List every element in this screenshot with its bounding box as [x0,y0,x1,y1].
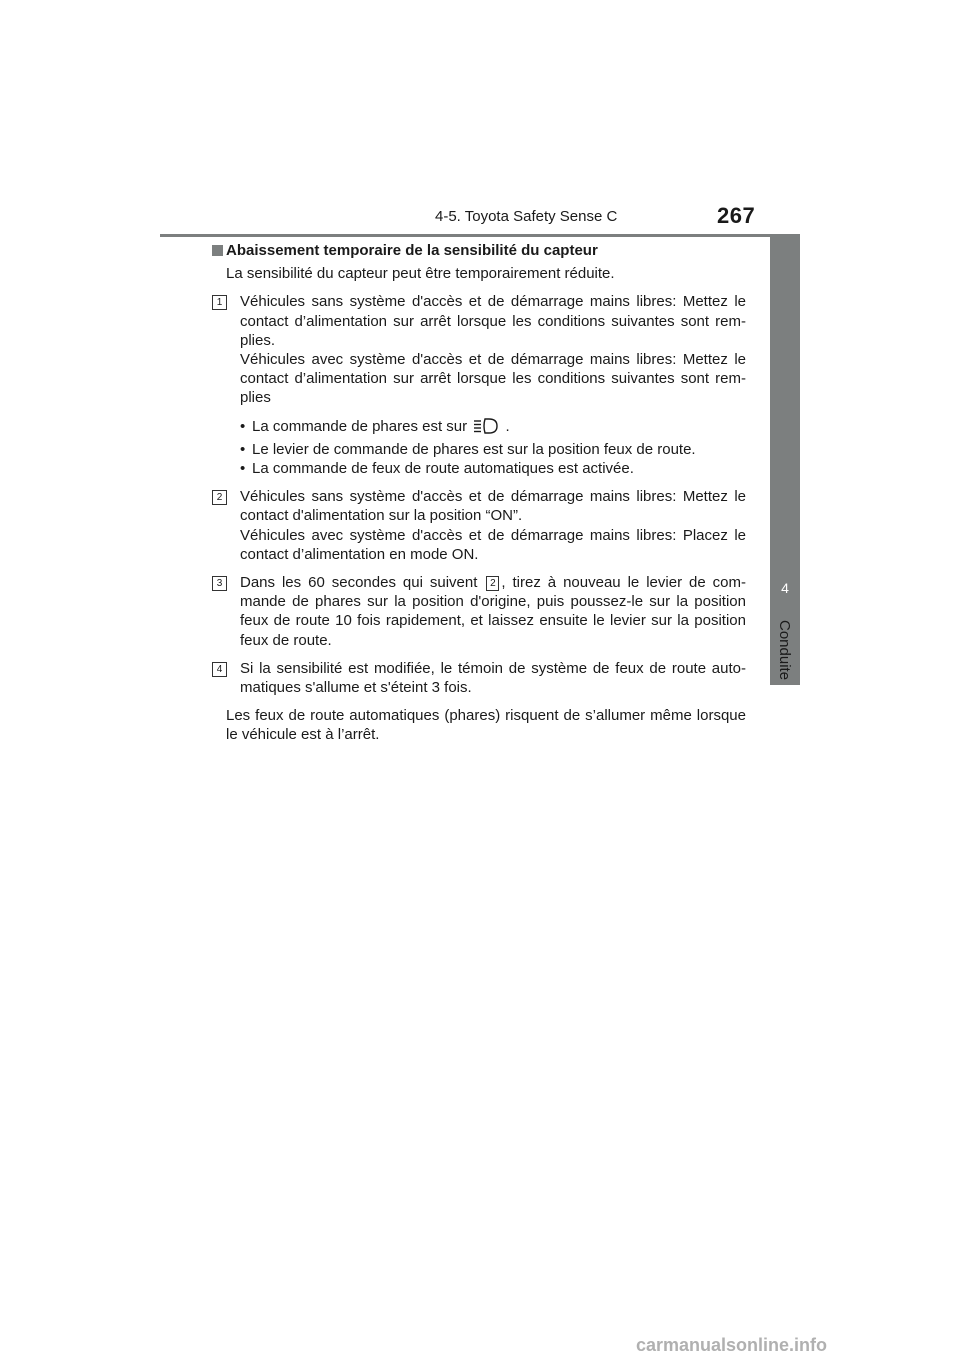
step-1-text-b: Véhicules avec système d'accès et de démarrage mains libres: Mettez le contact d’alimentation sur arrêt lorsque les conditions suivantes sont rem-plies [240,351,746,407]
section-intro: La sensibilité du capteur peut être temporairement réduite. [226,265,615,283]
header-section-title: 4-5. Toyota Safety Sense C [435,208,618,225]
chapter-tab [770,237,800,685]
step-number-badge: 3 [212,576,227,591]
headlight-icon [473,417,499,440]
step-number-badge: 1 [212,295,227,310]
step-4-text: Si la sensibilité est modifiée, le témoin de système de feux de route auto-matiques s'allume et s'éteint 3 fois. [240,659,746,697]
step-1 [212,292,746,407]
step-number-badge: 4 [212,662,227,677]
page-content [212,241,746,745]
chapter-tab-number: 4 [781,580,789,596]
step-2-text-a: Véhicules sans système d'accès et de démarrage mains libres: Mettez le contact d'alimentation sur la position “ON”. [240,488,746,525]
square-bullet-icon [212,245,223,256]
step-4 [212,659,746,697]
step-number-badge: 2 [212,490,227,505]
section-heading-text: Abaissement temporaire de la sensibilité du capteur [226,242,598,259]
step-3-text-post: , tirez à nouveau le levier de com-mande de phares sur la position d'origine, puis poussez-le sur la position feux de route 10 fois rapidement, et laissez ensuite le levier sur la position feux de route. [240,574,746,649]
list-item [240,417,746,440]
condition-1-period: . [505,417,510,435]
step-3-text-pre: Dans les 60 secondes qui suivent [240,574,478,592]
step-3 [212,573,746,650]
step-2-text-b: Véhicules avec système d'accès et de démarrage mains libres: Placez le contact d’alimentation en mode ON. [240,526,746,563]
step-reference-badge: 2 [486,576,499,591]
page-number: 267 [717,203,756,228]
list-item: • Le levier de commande de phares est sur la position feux de route. [240,440,746,459]
note-paragraph: Les feux de route automatiques (phares) risquent de s’allumer même lorsque le véhicule est à l’arrêt. [226,707,746,744]
footer-watermark: carmanualsonline.info [636,1335,828,1355]
chapter-tab-label: Conduite [776,620,793,681]
list-item: • La commande de feux de route automatiques est activée. [240,459,746,478]
section-heading [226,241,746,260]
header-rule [160,234,800,237]
condition-1-text: La commande de phares est sur [252,417,468,435]
conditions-list [240,417,746,479]
step-2 [212,487,746,564]
step-1-text-a: Véhicules sans système d'accès et de démarrage mains libres: Mettez le contact d’alimentation sur arrêt lorsque les conditions suivantes sont rem-plies. [240,293,746,349]
